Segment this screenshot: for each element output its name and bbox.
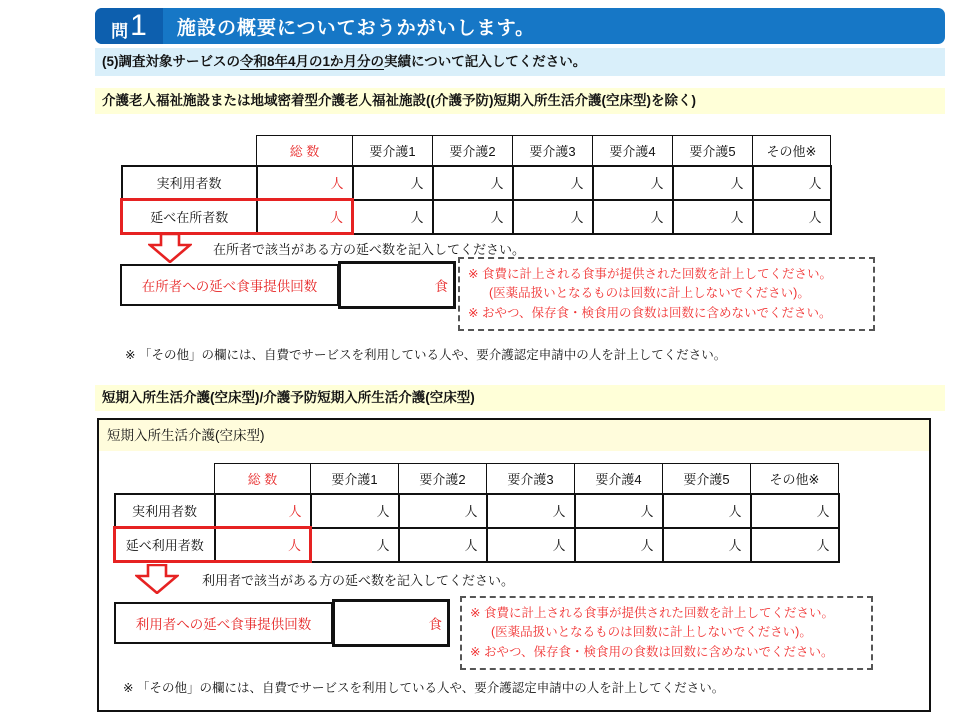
input-cell[interactable]: 人 (575, 528, 663, 562)
input-cell[interactable]: 人 (753, 166, 831, 200)
input-cell[interactable]: 人 (593, 200, 673, 234)
note-line: ※ 食費に計上される食事が提供された回数を計上してください。 (470, 606, 834, 620)
question-badge-number: 1 (130, 9, 147, 42)
section2-box (97, 418, 931, 712)
input-cell[interactable]: 人 (399, 494, 487, 528)
section2-title: 短期入所生活介護(空床型)/介護予防短期入所生活介護(空床型) (95, 385, 945, 411)
question-subtitle (95, 48, 945, 76)
subtitle-prefix: (5)調査対象サービスの (102, 54, 240, 69)
input-cell[interactable]: 人 (353, 166, 433, 200)
input-cell[interactable]: 人 (575, 494, 663, 528)
input-cell-total[interactable]: 人 (215, 528, 311, 562)
input-cell[interactable]: 人 (433, 166, 513, 200)
input-cell-total[interactable]: 人 (257, 200, 353, 234)
section1-title: 介護老人福祉施設または地域密着型介護老人福祉施設((介護予防)短期入所生活介護(空床型)を除く) (95, 88, 945, 114)
table-row (122, 200, 831, 234)
section1-footnote: ※ 「その他」の欄には、自費でサービスを利用している人や、要介護認定申請中の人を計上してください。 (125, 348, 727, 362)
table-row (115, 528, 839, 562)
table-row (115, 494, 839, 528)
column-header-carelevel5: 要介護5 (673, 136, 753, 166)
note-line: (医薬品扱いとなるものは回数に計上しないでください)。 (491, 625, 812, 640)
input-cell[interactable]: 人 (753, 200, 831, 234)
input-cell[interactable]: 人 (399, 528, 487, 562)
column-header-total: 総 数 (215, 464, 311, 494)
section2-meal-note (460, 596, 873, 670)
input-cell[interactable]: 人 (487, 528, 575, 562)
down-arrow-icon (135, 564, 179, 599)
input-cell[interactable]: 人 (433, 200, 513, 234)
meal-unit: 食 (434, 279, 448, 294)
section2-meal-row (114, 599, 450, 647)
input-cell[interactable]: 人 (673, 166, 753, 200)
input-cell[interactable]: 人 (751, 528, 839, 562)
question-badge-kanji: 問 (111, 21, 129, 41)
meal-unit: 食 (428, 617, 442, 632)
section2-box-title: 短期入所生活介護(空床型) (99, 420, 929, 451)
column-header-carelevel2: 要介護2 (433, 136, 513, 166)
section1-meal-note (458, 257, 875, 331)
row-label-total-users: 延べ利用者数 (115, 528, 215, 562)
question-title: 施設の概要についておうかがいします。 (177, 17, 536, 39)
input-cell[interactable]: 人 (353, 200, 433, 234)
meal-count-label: 在所者への延べ食事提供回数 (120, 264, 339, 306)
section2-table (113, 463, 840, 563)
section2-arrow-note: 利用者で該当がある方の延べ数を記入してください。 (202, 573, 515, 588)
meal-count-label: 利用者への延べ食事提供回数 (114, 602, 333, 644)
meal-count-input[interactable] (332, 599, 450, 647)
column-header-carelevel3: 要介護3 (513, 136, 593, 166)
section1-meal-row (120, 261, 456, 309)
note-line: ※ おやつ、保存食・検食用の食数は回数に含めないでください。 (468, 305, 832, 320)
column-header-carelevel4: 要介護4 (593, 136, 673, 166)
section2-footnote: ※ 「その他」の欄には、自費でサービスを利用している人や、要介護認定申請中の人を計上してください。 (123, 681, 725, 695)
note-line: ※ 食費に計上される食事が提供された回数を計上してください。 (468, 267, 832, 281)
column-header-other: その他※ (753, 136, 831, 166)
subtitle-underlined: 令和8年4月の1か月分の (240, 54, 385, 69)
input-cell[interactable]: 人 (487, 494, 575, 528)
table-corner-blank (115, 464, 215, 494)
input-cell[interactable]: 人 (673, 200, 753, 234)
input-cell[interactable]: 人 (663, 494, 751, 528)
row-label-actual-users: 実利用者数 (115, 494, 215, 528)
column-header-total: 総 数 (257, 136, 353, 166)
column-header-carelevel4: 要介護4 (575, 464, 663, 494)
input-cell[interactable]: 人 (751, 494, 839, 528)
section1-table (120, 135, 832, 235)
input-cell-total[interactable]: 人 (257, 166, 353, 200)
input-cell[interactable]: 人 (311, 528, 399, 562)
question-header-bar (95, 8, 945, 44)
column-header-carelevel2: 要介護2 (399, 464, 487, 494)
meal-count-input[interactable] (338, 261, 456, 309)
table-row (122, 166, 831, 200)
column-header-carelevel3: 要介護3 (487, 464, 575, 494)
column-header-carelevel1: 要介護1 (353, 136, 433, 166)
row-label-total-residents: 延べ在所者数 (122, 200, 257, 234)
input-cell-total[interactable]: 人 (215, 494, 311, 528)
note-line: (医薬品扱いとなるものは回数に計上しないでください)。 (489, 286, 810, 301)
column-header-carelevel5: 要介護5 (663, 464, 751, 494)
table-corner-blank (122, 136, 257, 166)
input-cell[interactable]: 人 (663, 528, 751, 562)
input-cell[interactable]: 人 (513, 200, 593, 234)
column-header-other: その他※ (751, 464, 839, 494)
column-header-carelevel1: 要介護1 (311, 464, 399, 494)
note-line: ※ おやつ、保存食・検食用の食数は回数に含めないでください。 (470, 644, 834, 659)
section1-arrow-note: 在所者で該当がある方の延べ数を記入してください。 (213, 242, 526, 257)
subtitle-suffix: 実績について記入してください。 (384, 54, 587, 69)
input-cell[interactable]: 人 (513, 166, 593, 200)
input-cell[interactable]: 人 (311, 494, 399, 528)
row-label-actual-users: 実利用者数 (122, 166, 257, 200)
question-number-badge (95, 8, 163, 44)
input-cell[interactable]: 人 (593, 166, 673, 200)
